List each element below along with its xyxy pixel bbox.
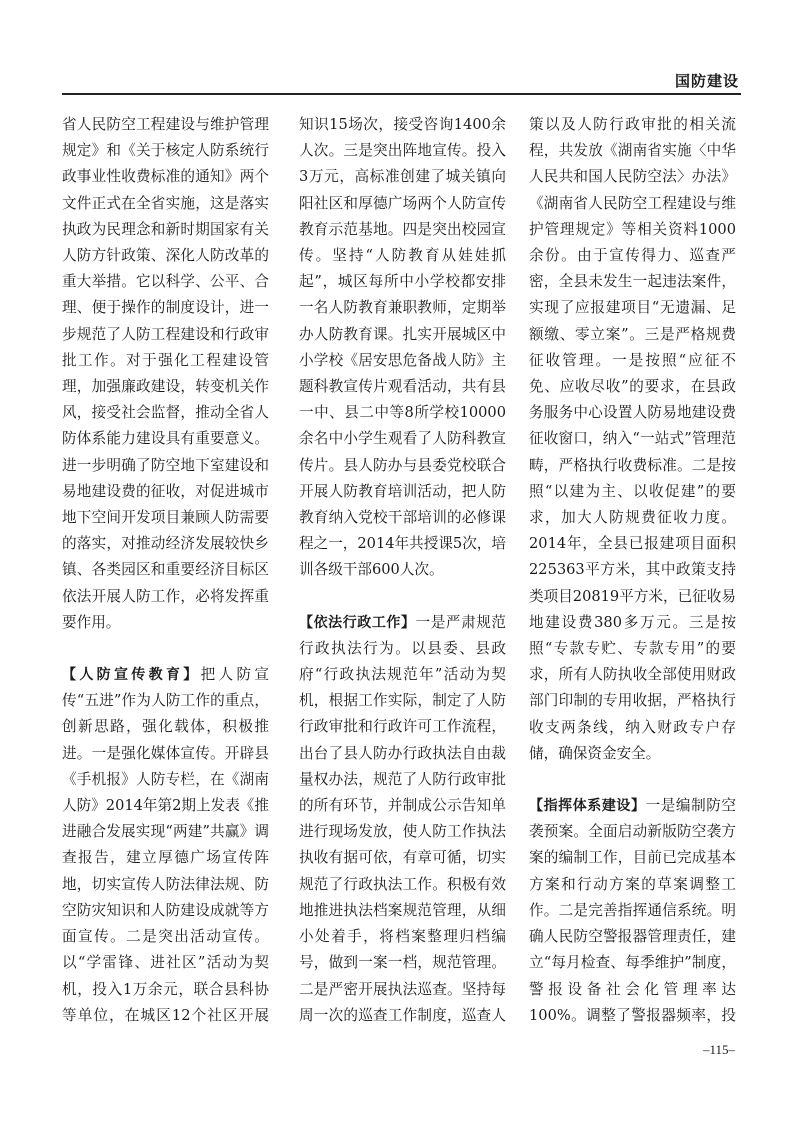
text-column-2 [299,112,506,1027]
section-text: 一是编制防空袭预案。全面启动新版防空袭方案的编制工作，目前已完成基本方案和行动方案的草案调整工作。二是完善指挥通信系统。明确人民防空警报器管理责任，建立“每月检查、每季维护”制度，警报设备社会化管理率达100%。调整了警报器频率，投 [529,797,736,1024]
section-gap [62,636,269,662]
page-number: –115– [702,1042,735,1057]
section-title-law: 【依法行政工作】 [299,614,416,631]
paragraph: 策以及人防行政审批的相关流程，共发放《湖南省实施〈中华人民共和国人民防空法〉办法》《湖南省人民防空工程建设与维护管理规定》等相关资料1000余份。由于宣传得力、巡查严密，全县未发生一起违法案件，实现了应报建项目“无遗漏、足额缴、零立案”。三是严格规费征收管理。一是按照“应征不免、应收尽收”的要求，在县政务服务中心设置人防易地建设费征收窗口，纳入“一站式”管理范畴，严格执行收费标准。二是按照“以建为主、以收促建”的要求，加大人防规费征收力度。2014年，全县已报建项目面积225363平方米，其中政策支持类项目20819平方米，已征收易地建设费380多万元。三是按照“专款专贮、专款专用”的要求，所有人防执收全部使用财政部门印制的专用收据，严格执行收支两条线，纳入财政专户存储，确保资金安全。 [529,116,736,762]
header-rule [62,93,741,95]
section-paragraph [529,793,736,1027]
section-text: 一是严肃规范行政执法行为。以县委、县政府“行政执法规范年”活动为契机，根据工作实际，制定了人防行政审批和行政许可工作流程，出台了县人防办行政执法自由裁量权办法，规范了人防行政审批的所有环节，并制成公示告知单进行现场发放，使人防工作执法执收有据可依，有章可循，切实规范了行政执法工作。积极有效地推进执法档案规范管理，从细小处着手，将档案整理归档编号，做到一案一档，规范管理。二是严密开展执法巡查。坚持每周一次的巡查工作制度，巡查人 [299,613,506,1024]
section-gap [299,584,506,610]
text-column-1 [62,112,269,1027]
text-column-3 [529,112,736,1027]
section-title-command: 【指挥体系建设】 [529,798,646,815]
section-gap [529,767,736,793]
paragraph: 知识15场次，接受咨询1400余人次。三是突出阵地宣传。投入3万元，高标准创建了城关镇向阳社区和厚德广场两个人防宣传教育示范基地。四是突出校园宣传。坚持“人防教育从娃娃抓起”，城区每所中小学校都安排一名人防教育兼职教师，定期举办人防教育课。扎实开展城区中小学校《居安思危备战人防》主题科教宣传片观看活动，共有县一中、县二中等8所学校10000余名中小学生观看了人防科教宣传片。县人防办与县委党校联合开展人防教育培训活动，把人防教育纳入党校干部培训的必修课程之一，2014年共授课5次，培训各级干部600人次。 [299,116,506,579]
section-title-propaganda: 【人防宣传教育】 [62,667,201,684]
section-text: 把人防宣传“五进”作为人防工作的重点，创新思路，强化载体，积极推进。一是强化媒体宣传。开辟县《手机报》人防专栏，在《湖南人防》2014年第2期上发表《推进融合发展实现“两建”共赢》调查报告，建立厚德广场宣传阵地，切实宣传人防法律法规、防空防灾知识和人防建设成就等方面宣传。二是突出活动宣传。以“学雷锋、进社区”活动为契机，投入1万余元，联合县科协等单位，在城区12个社区开展 [62,666,269,1024]
running-header-title: 国防建设 [674,72,739,90]
section-paragraph [62,662,269,1027]
section-paragraph [299,610,506,1027]
paragraph: 省人民防空工程建设与维护管理规定》和《关于核定人防系统行政事业性收费标准的通知》两个文件正式在全省实施，这是落实执政为民理念和新时期国家有关人防方针政策、深化人防改革的重大举措。它以科学、公平、合理、便于操作的制度设计，进一步规范了人防工程建设和行政审批工作。对于强化工程建设管理，加强廉政建设，转变机关作风，接受社会监督，推动全省人防体系能力建设具有重要意义。进一步明确了防空地下室建设和易地建设费的征收，对促进城市地下空间开发项目兼顾人防需要的落实，对推动经济发展较快乡镇、各类园区和重要经济目标区依法开展人防工作，必将发挥重要作用。 [62,116,269,631]
